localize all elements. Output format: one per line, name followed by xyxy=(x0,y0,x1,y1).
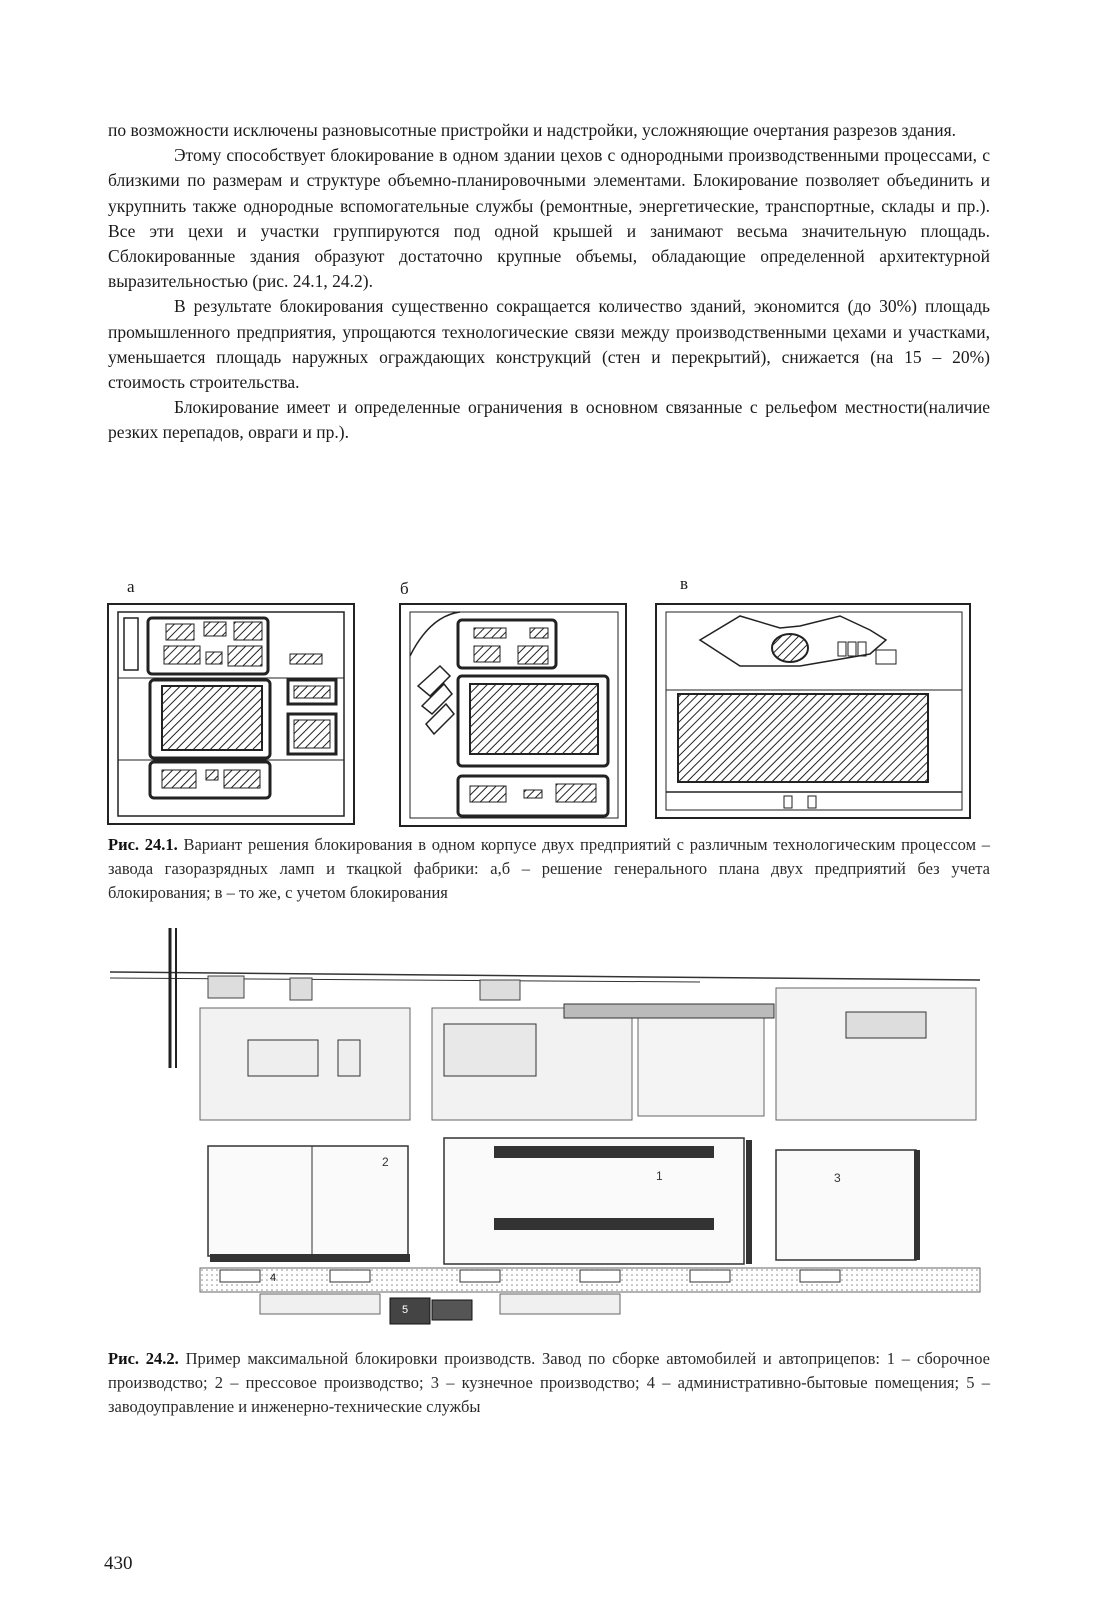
figure-24-2-site-plan xyxy=(100,928,984,1340)
panel-label-b: б xyxy=(400,579,409,598)
figure-24-2-caption-text: Пример максимальной блокировки производств. Завод по сборке автомобилей и автоприцепов: 1 – сборочное производство; 2 – прессовое производство; 3 – кузнечное производство; 4 – административно-бытовые помещения; 5 – заводоуправление и инженерно-технические службы xyxy=(108,1349,990,1416)
figure-24-2-caption-prefix: Рис. 24.2. xyxy=(108,1349,179,1368)
plan-a xyxy=(108,604,354,824)
figure-24-2-caption xyxy=(108,1347,990,1419)
page-number: 430 xyxy=(104,1553,133,1574)
paragraph-1: по возможности исключены разновысотные пристройки и надстройки, усложняющие очертания разрезов здания. xyxy=(108,120,957,140)
figure-24-1-caption-text: Вариант решения блокирования в одном корпусе двух предприятий с различным технологическим процессом – завода газоразрядных ламп и ткацкой фабрики: а,б – решение генерального плана двух предприятий без учета блокирования; в – то же, с учетом блокирования xyxy=(108,835,990,902)
figure-24-1-caption-prefix: Рис. 24.1. xyxy=(108,835,178,854)
paragraph-2: Этому способствует блокирование в одном здании цехов с однородными производственными процессами, с близкими по размерам и структуре объемно-планировочными элементами. Блокирование позволяет объединить и укрупнить также однородные вспомогательные службы (ремонтные, энергетические, транспортные, склады и пр.). Все эти цехи и участки группируются под одной крышей и занимают весьма значительную площадь. Сблокированные здания образуют достаточно крупные объемы, обладающие определенной архитектурной выразительностью (рис. 24.1, 24.2). xyxy=(108,145,990,292)
figure-24-1-plans xyxy=(100,596,980,831)
building-label-1: 1 xyxy=(656,1169,663,1183)
plan-b xyxy=(400,604,626,826)
figure-24-1-caption xyxy=(108,833,990,905)
plan-v xyxy=(656,604,970,818)
paragraph-3: В результате блокирования существенно сокращается количество зданий, экономится (до 30%) площадь промышленного предприятия, упрощаются технологические связи между производственными цехами и участками, уменьшается площадь наружных ограждающих конструкций (стен и перекрытий), снижается (на 15 – 20%) стоимость строительства. xyxy=(108,296,990,393)
panel-label-v: в xyxy=(680,574,689,593)
building-label-2: 2 xyxy=(382,1155,389,1169)
panel-label-a: а xyxy=(127,577,135,596)
paragraph-4: Блокирование имеет и определенные ограничения в основном связанные с рельефом местности(наличие резких перепадов, овраги и пр.). xyxy=(108,397,990,443)
body-text xyxy=(108,118,990,446)
building-label-3: 3 xyxy=(834,1171,841,1185)
building-label-5: 5 xyxy=(402,1304,409,1316)
building-label-4: 4 xyxy=(270,1272,277,1284)
